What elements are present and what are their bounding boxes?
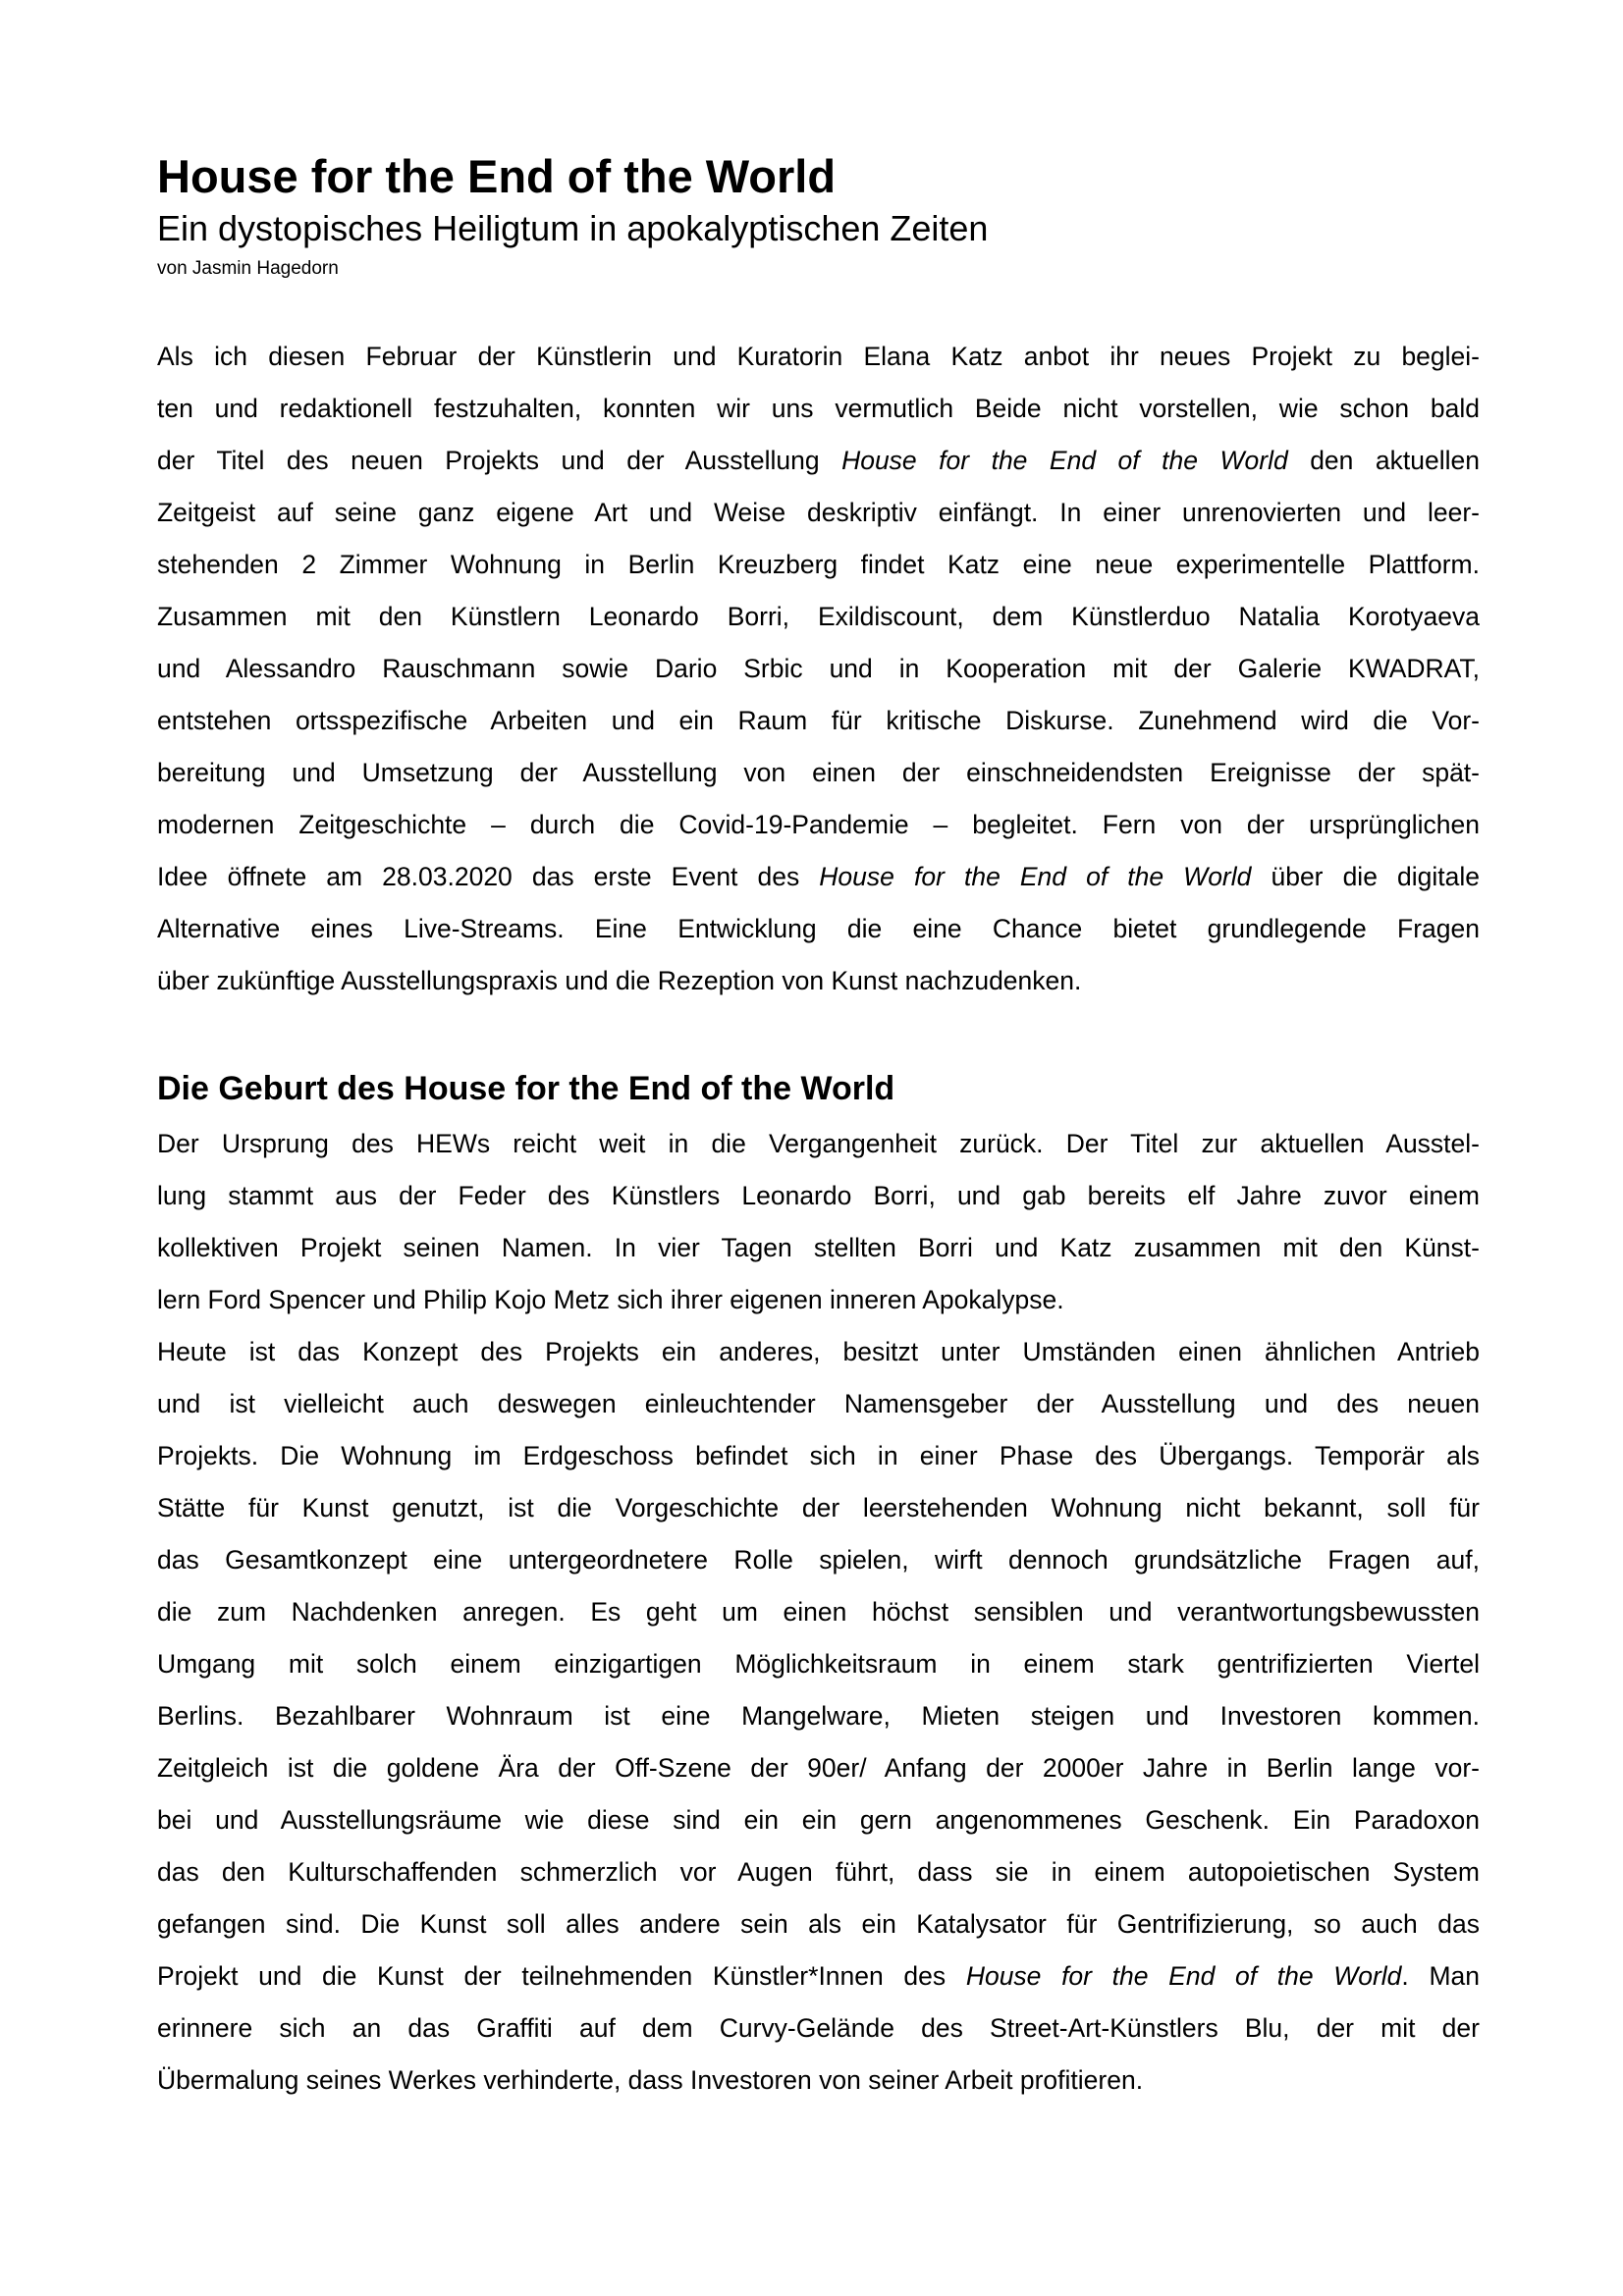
line-text: das den Kulturschaffenden schmerzlich vor Augen führt, dass sie in einem autopoietischen System (157, 1857, 1480, 1887)
text-line (157, 591, 1480, 643)
line-text: bereitung und Umsetzung der Ausstellung von einen der einschneidendsten Ereignisse der spät- (157, 758, 1480, 787)
text-line (157, 955, 1480, 1007)
line-text: Projekts. Die Wohnung im Erdgeschoss befindet sich in einer Phase des Übergangs. Temporär als (157, 1441, 1480, 1470)
text-line (157, 1222, 1480, 1274)
italic-title-reference: House for the End of the World (819, 862, 1252, 891)
line-text: über zukünftige Ausstellungspraxis und die Rezeption von Kunst nachzudenken. (157, 966, 1082, 995)
line-text: erinnere sich an das Graffiti auf dem Curvy-Gelände des Street-Art-Künstlers Blu, der mit der (157, 2013, 1480, 2043)
text-line (157, 1742, 1480, 1794)
text-line (157, 1846, 1480, 1898)
article-body (157, 331, 1480, 2107)
text-line (157, 799, 1480, 851)
line-text: Der Ursprung des HEWs reicht weit in die Vergangenheit zurück. Der Titel zur aktuellen Ausstel- (157, 1129, 1480, 1158)
line-text: kollektiven Projekt seinen Namen. In vier Tagen stellten Borri und Katz zusammen mit den Künst- (157, 1233, 1480, 1262)
text-line (157, 643, 1480, 695)
text-line (157, 1690, 1480, 1742)
line-text: Heute ist das Konzept des Projekts ein anderes, besitzt unter Umständen einen ähnlichen Antrieb (157, 1337, 1480, 1366)
line-text: lern Ford Spencer und Philip Kojo Metz sich ihrer eigenen inneren Apokalypse. (157, 1285, 1064, 1314)
document-title: House for the End of the World (157, 150, 837, 202)
text-line (157, 435, 1480, 487)
text-line (157, 1326, 1480, 1378)
line-text: bei und Ausstellungsräume wie diese sind ein ein gern angenommenes Geschenk. Ein Paradoxon (157, 1805, 1480, 1835)
line-text: und ist vielleicht auch deswegen einleuchtender Namensgeber der Ausstellung und des neuen (157, 1389, 1480, 1418)
text-line (157, 331, 1480, 383)
text-line (157, 1482, 1480, 1534)
line-text: . Man (1401, 1961, 1480, 1991)
italic-title-reference: House for the End of the World (841, 446, 1288, 475)
line-text: und Alessandro Rauschmann sowie Dario Srbic und in Kooperation mit der Galerie KWADRAT, (157, 654, 1480, 683)
text-line (157, 1638, 1480, 1690)
text-line (157, 851, 1480, 903)
text-line (157, 1794, 1480, 1846)
line-text: stehenden 2 Zimmer Wohnung in Berlin Kreuzberg findet Katz eine neue experimentelle Plattform. (157, 550, 1480, 579)
text-line (157, 1274, 1480, 1326)
line-text: Idee öffnete am 28.03.2020 das erste Event des (157, 862, 820, 891)
text-line (157, 383, 1480, 435)
line-text: der Titel des neuen Projekts und der Ausstellung (157, 446, 842, 475)
line-text: Als ich diesen Februar der Künstlerin und Kuratorin Elana Katz anbot ihr neues Projekt zu beglei- (157, 342, 1480, 371)
text-line (157, 1118, 1480, 1170)
section-paragraphs (157, 1118, 1480, 2107)
line-text: Umgang mit solch einem einzigartigen Möglichkeitsraum in einem stark gentrifizierten Viertel (157, 1649, 1480, 1679)
text-line (157, 2002, 1480, 2055)
line-text: Übermalung seines Werkes verhinderte, dass Investoren von seiner Arbeit profitieren. (157, 2065, 1144, 2095)
line-text: das Gesamtkonzept eine untergeordnetere Rolle spielen, wirft dennoch grundsätzliche Fragen auf, (157, 1545, 1480, 1575)
line-text: Stätte für Kunst genutzt, ist die Vorgeschichte der leerstehenden Wohnung nicht bekannt, soll für (157, 1493, 1480, 1522)
text-line (157, 539, 1480, 591)
author-byline: von Jasmin Hagedorn (157, 258, 339, 279)
text-line (157, 2055, 1480, 2107)
text-line (157, 903, 1480, 955)
document-subtitle: Ein dystopisches Heiligtum in apokalyptischen Zeiten (157, 208, 989, 248)
text-line (157, 1898, 1480, 1950)
line-text: über die digitale (1251, 862, 1480, 891)
text-line (157, 695, 1480, 747)
line-text: ten und redaktionell festzuhalten, konnten wir uns vermutlich Beide nicht vorstellen, wie schon bald (157, 394, 1480, 423)
line-text: Projekt und die Kunst der teilnehmenden Künstler*Innen des (157, 1961, 966, 1991)
line-text: entstehen ortsspezifische Arbeiten und ein Raum für kritische Diskurse. Zunehmend wird die Vor- (157, 706, 1480, 735)
line-text: modernen Zeitgeschichte – durch die Covid-19-Pandemie – begleitet. Fern von der ursprünglichen (157, 810, 1480, 839)
line-text: Alternative eines Live-Streams. Eine Entwicklung die eine Chance bietet grundlegende Fragen (157, 914, 1480, 943)
text-line (157, 747, 1480, 799)
text-line (157, 1378, 1480, 1430)
line-text: Zusammen mit den Künstlern Leonardo Borri, Exildiscount, dem Künstlerduo Natalia Korotyaeva (157, 602, 1480, 631)
line-text: Zeitgleich ist die goldene Ära der Off-Szene der 90er/ Anfang der 2000er Jahre in Berlin lange vor- (157, 1753, 1480, 1783)
italic-title-reference: House for the End of the World (965, 1961, 1402, 1991)
line-text: Zeitgeist auf seine ganz eigene Art und Weise deskriptiv einfängt. In einer unrenovierten und leer- (157, 498, 1480, 527)
intro-paragraph (157, 331, 1480, 1007)
text-line (157, 1950, 1480, 2002)
text-line (157, 487, 1480, 539)
text-line (157, 1170, 1480, 1222)
section-heading: Die Geburt des House for the End of the World (157, 1070, 895, 1107)
line-text: die zum Nachdenken anregen. Es geht um einen höchst sensiblen und verantwortungsbewussten (157, 1597, 1480, 1627)
line-text: den aktuellen (1287, 446, 1480, 475)
line-text: Berlins. Bezahlbarer Wohnraum ist eine Mangelware, Mieten steigen und Investoren kommen. (157, 1701, 1480, 1731)
line-text: gefangen sind. Die Kunst soll alles andere sein als ein Katalysator für Gentrifizierung, so auch das (157, 1909, 1480, 1939)
text-line (157, 1430, 1480, 1482)
line-text: lung stammt aus der Feder des Künstlers Leonardo Borri, und gab bereits elf Jahre zuvor einem (157, 1181, 1480, 1210)
text-line (157, 1534, 1480, 1586)
text-line (157, 1586, 1480, 1638)
